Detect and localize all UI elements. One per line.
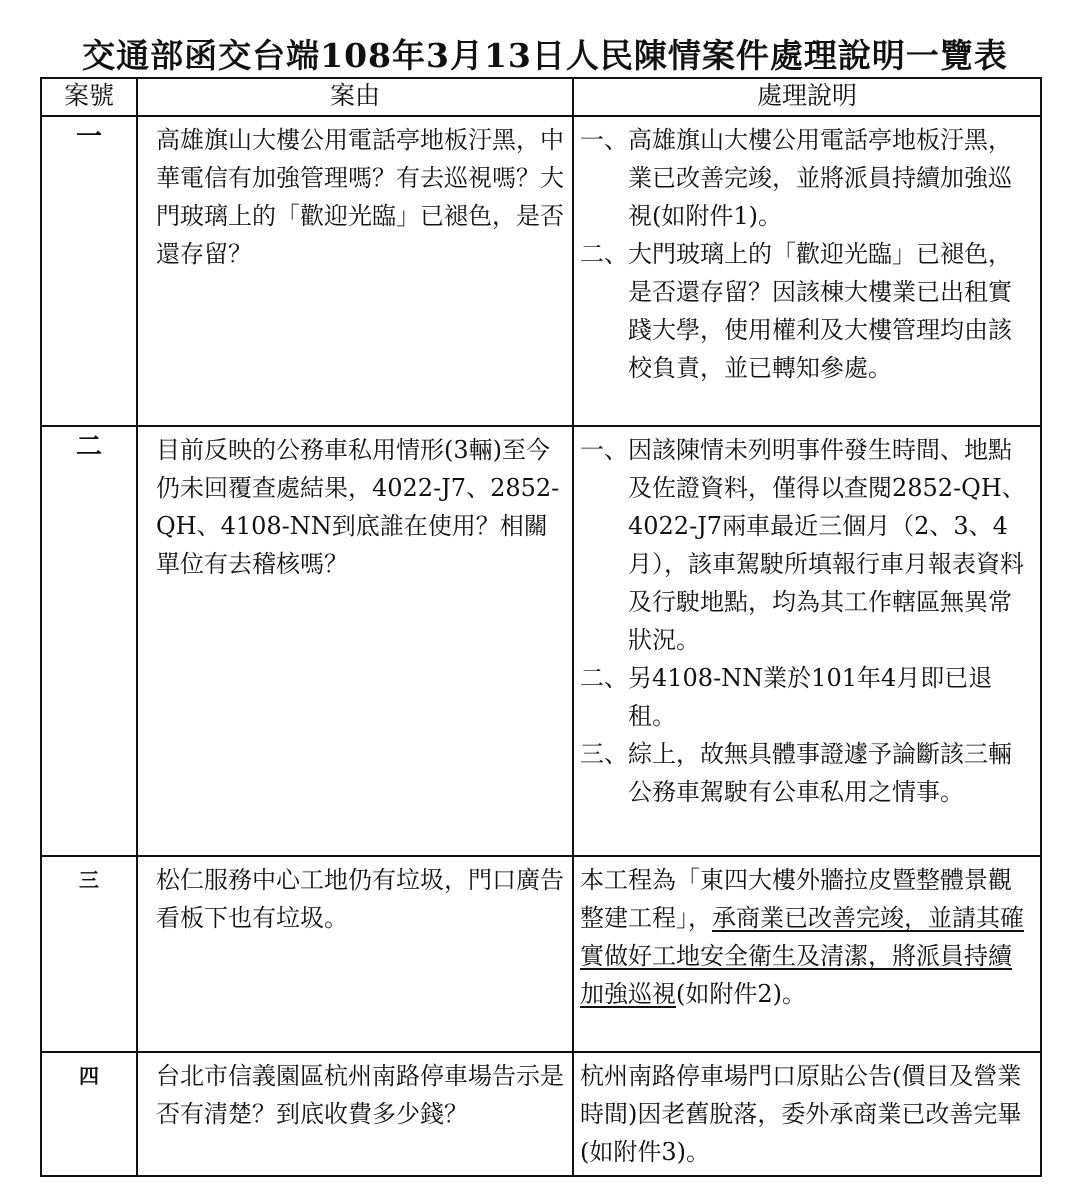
case-number: 一 <box>41 116 137 426</box>
header-case-no: 案號 <box>41 78 137 116</box>
item-marker: 三、 <box>580 740 628 768</box>
case-reason: 目前反映的公務車私用情形(3輛)至今仍未回覆查處結果，4022-J7、2852-QH、4108-NN到底誰在使用？相關單位有去稽核嗎？ <box>137 426 573 856</box>
table-row <box>41 856 1041 1052</box>
table-row <box>41 426 1041 856</box>
header-reason: 案由 <box>137 78 573 116</box>
table-row <box>41 1052 1041 1176</box>
description-item <box>580 659 1034 735</box>
item-text: 因該陳情未列明事件發生時間、地點及佐證資料，僅得以查閱2852-QH、4022-J7兩車最近三個月（2、3、4月），該車駕駛所填報行車月報表資料及行駛地點，均為其工作轄區無異常狀況。 <box>628 436 1026 654</box>
item-text: 綜上，故無具體事證遽予論斷該三輛公務車駕駛有公車私用之情事。 <box>628 740 1012 806</box>
item-marker: 一、 <box>580 126 628 154</box>
case-number: 四 <box>41 1052 137 1176</box>
description-item <box>580 235 1034 387</box>
table-header-row <box>41 78 1041 116</box>
description-text: (如附件2)。 <box>676 980 806 1008</box>
item-text: 另4108-NN業於101年4月即已退租。 <box>628 664 993 730</box>
case-number: 三 <box>41 856 137 1052</box>
case-number: 二 <box>41 426 137 856</box>
item-marker: 二、 <box>580 664 628 692</box>
case-reason: 高雄旗山大樓公用電話亭地板汙黑，中華電信有加強管理嗎？有去巡視嗎？大門玻璃上的「歡迎光臨」已褪色，是否還存留？ <box>137 116 573 426</box>
header-description: 處理說明 <box>573 78 1041 116</box>
item-marker: 一、 <box>580 436 628 464</box>
description-item <box>580 121 1034 235</box>
description-item <box>580 431 1034 659</box>
petition-table <box>40 77 1042 1177</box>
table-row <box>41 116 1041 426</box>
case-description <box>573 426 1041 856</box>
case-reason: 台北市信義園區杭州南路停車場告示是否有清楚？到底收費多少錢？ <box>137 1052 573 1176</box>
item-text: 高雄旗山大樓公用電話亭地板汙黑，業已改善完竣，並將派員持續加強巡視(如附件1)。 <box>628 126 1012 230</box>
case-description <box>573 856 1041 1052</box>
case-reason: 松仁服務中心工地仍有垃圾，門口廣告看板下也有垃圾。 <box>137 856 573 1052</box>
description-underlined-text: 承商業已改善完竣，並請其確實做好工地安全衛生及清潔，將派員持續加強巡視 <box>580 904 1024 1008</box>
document-title: 交通部函交台端108年3月13日人民陳情案件處理說明一覽表 <box>82 36 1008 75</box>
case-description <box>573 116 1041 426</box>
item-text: 大門玻璃上的「歡迎光臨」已褪色，是否還存留？因該棟大樓業已出租實踐大學，使用權利及大樓管理均由該校負責，並已轉知參處。 <box>628 240 1012 382</box>
item-marker: 二、 <box>580 240 628 268</box>
case-description: 杭州南路停車場門口原貼公告(價目及營業時間)因老舊脫落，委外承商業已改善完畢(如附件3)。 <box>573 1052 1041 1176</box>
description-text: 本工程為「東四大樓外牆拉皮暨整體景觀整建工程」， <box>580 866 1012 932</box>
description-item <box>580 735 1034 811</box>
